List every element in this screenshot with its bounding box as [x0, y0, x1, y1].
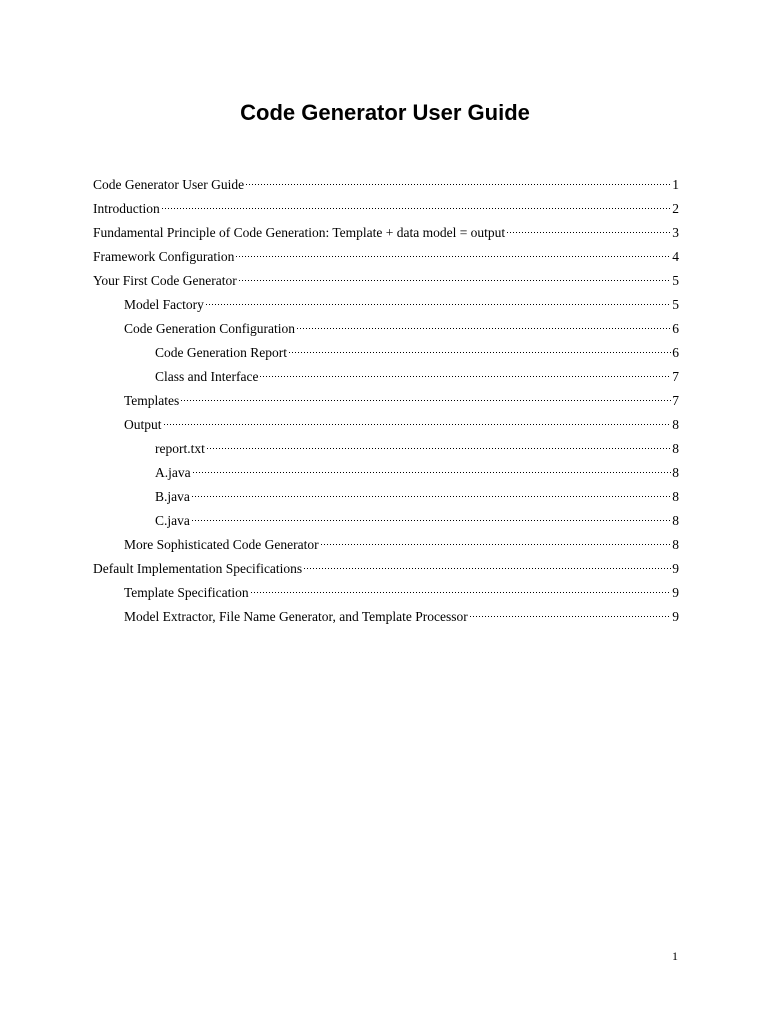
toc-entry-title: A.java [155, 465, 191, 480]
toc-entry-page: 7 [672, 369, 679, 384]
toc-dot-leader [250, 591, 672, 594]
toc-entry-page: 3 [672, 225, 679, 240]
toc-entry-page: 5 [672, 273, 679, 288]
toc-entry[interactable] [93, 417, 679, 441]
toc-entry-page: 5 [672, 297, 679, 312]
toc-entry[interactable] [93, 369, 679, 393]
toc-entry[interactable] [93, 609, 679, 633]
toc-entry-title: Fundamental Principle of Code Generation: Template + data model = output [93, 225, 506, 240]
toc-dot-leader [296, 327, 671, 330]
document-title: Code Generator User Guide [240, 100, 530, 125]
toc-entry-title: C.java [155, 513, 190, 528]
toc-dot-leader [192, 471, 672, 474]
toc-entry[interactable] [93, 321, 679, 345]
table-of-contents [93, 177, 679, 633]
toc-entry-page: 2 [672, 201, 679, 216]
toc-entry-page: 7 [672, 393, 679, 408]
toc-entry-title: Templates [124, 393, 180, 408]
toc-entry-title: Code Generation Configuration [124, 321, 295, 336]
toc-dot-leader [238, 279, 672, 282]
toc-dot-leader [235, 255, 671, 258]
toc-dot-leader [259, 375, 671, 378]
toc-entry-title: Code Generator User Guide [93, 177, 245, 192]
toc-entry[interactable] [93, 489, 679, 513]
toc-entry[interactable] [93, 225, 679, 249]
toc-entry[interactable] [93, 393, 679, 417]
toc-entry[interactable] [93, 585, 679, 609]
toc-entry[interactable] [93, 561, 679, 585]
toc-entry[interactable] [93, 177, 679, 201]
toc-entry-page: 8 [672, 489, 679, 504]
toc-entry-title: Your First Code Generator [93, 273, 237, 288]
toc-entry-title: Class and Interface [155, 369, 259, 384]
toc-dot-leader [303, 567, 671, 570]
toc-entry[interactable] [93, 441, 679, 465]
toc-entry-page: 8 [672, 441, 679, 456]
toc-entry[interactable] [93, 537, 679, 561]
toc-entry-page: 6 [672, 321, 679, 336]
toc-entry-title: Model Factory [124, 297, 204, 312]
toc-entry-title: Output [124, 417, 162, 432]
toc-entry[interactable] [93, 513, 679, 537]
toc-dot-leader [245, 183, 671, 186]
toc-entry-title: Framework Configuration [93, 249, 235, 264]
toc-entry[interactable] [93, 465, 679, 489]
toc-entry-page: 9 [672, 585, 679, 600]
toc-dot-leader [506, 231, 671, 234]
toc-entry[interactable] [93, 201, 679, 225]
toc-entry-title: Model Extractor, File Name Generator, and Template Processor [124, 609, 468, 624]
toc-entry-page: 8 [672, 465, 679, 480]
toc-entry-page: 4 [672, 249, 679, 264]
toc-entry[interactable] [93, 273, 679, 297]
toc-entry-page: 1 [672, 177, 679, 192]
toc-entry-page: 8 [672, 513, 679, 528]
toc-entry-page: 8 [672, 417, 679, 432]
toc-entry-title: Template Specification [124, 585, 249, 600]
toc-entry-title: Default Implementation Specifications [93, 561, 303, 576]
toc-entry-page: 9 [672, 561, 679, 576]
toc-dot-leader [161, 207, 672, 210]
toc-entry-page: 9 [672, 609, 679, 624]
toc-dot-leader [163, 423, 672, 426]
toc-entry-title: Code Generation Report [155, 345, 287, 360]
toc-entry[interactable] [93, 249, 679, 273]
toc-dot-leader [469, 615, 672, 618]
toc-dot-leader [191, 519, 671, 522]
toc-entry-page: 6 [672, 345, 679, 360]
toc-dot-leader [180, 399, 671, 402]
toc-dot-leader [205, 303, 671, 306]
toc-entry-title: More Sophisticated Code Generator [124, 537, 319, 552]
toc-entry-title: report.txt [155, 441, 205, 456]
toc-entry[interactable] [93, 297, 679, 321]
page-number: 1 [672, 949, 678, 963]
toc-entry-title: B.java [155, 489, 190, 504]
toc-dot-leader [288, 351, 671, 354]
toc-dot-leader [320, 543, 672, 546]
toc-entry-page: 8 [672, 537, 679, 552]
toc-dot-leader [206, 447, 671, 450]
toc-entry-title: Introduction [93, 201, 160, 216]
toc-dot-leader [191, 495, 671, 498]
toc-entry[interactable] [93, 345, 679, 369]
